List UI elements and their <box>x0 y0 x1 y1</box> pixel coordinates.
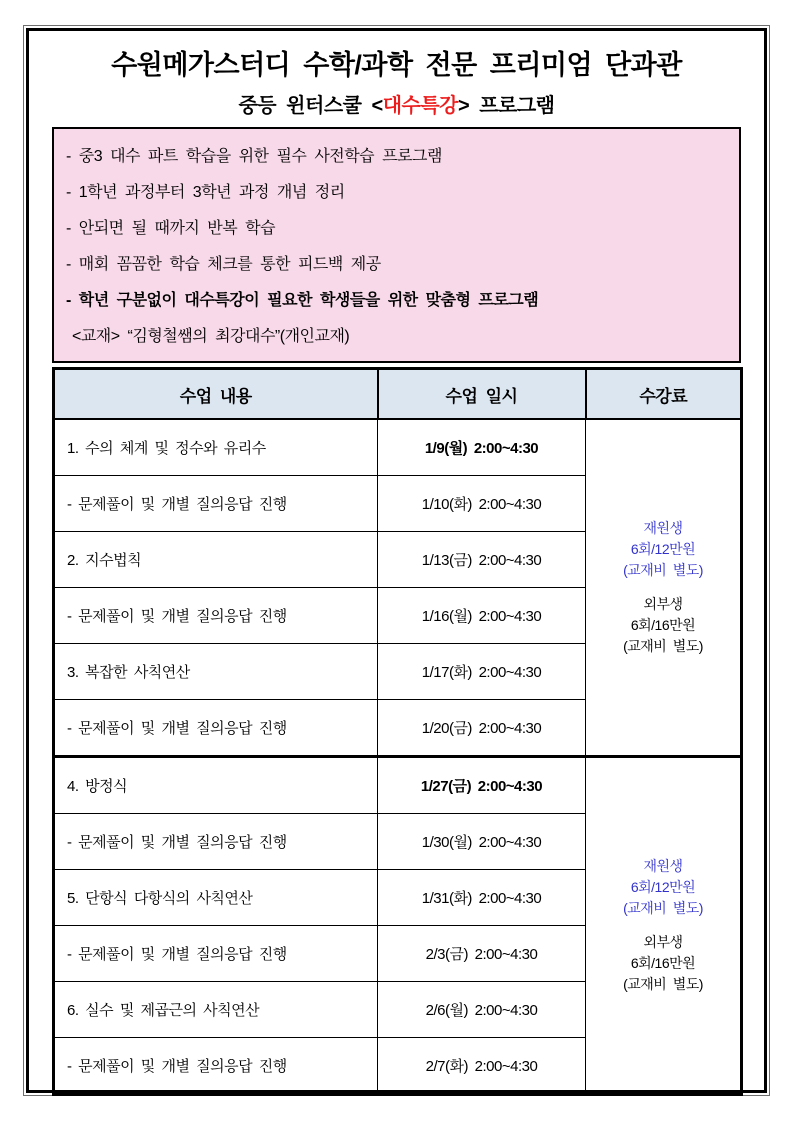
intro-line: - 안되면 될 때까지 반복 학습 <box>66 220 276 237</box>
lesson-datetime-cell: 1/17(화) 2:00~4:30 <box>378 644 586 700</box>
fee-enrolled <box>586 518 740 581</box>
fee-line: 6회/12만원 <box>630 541 696 557</box>
col-header-fee: 수강료 <box>586 369 742 420</box>
lesson-datetime-cell: 2/6(월) 2:00~4:30 <box>378 982 586 1038</box>
lesson-content-cell: - 문제풀이 및 개별 질의응답 진행 <box>54 926 378 982</box>
fee-line: 6회/12만원 <box>630 879 696 895</box>
lesson-content-cell: - 문제풀이 및 개별 질의응답 진행 <box>54 1038 378 1095</box>
inner-frame <box>26 28 767 1093</box>
fee-line: (교재비 별도) <box>623 976 703 992</box>
lesson-content-cell: 4. 방정식 <box>54 757 378 814</box>
subtitle-prefix: 중등 윈터스쿨 < <box>238 95 383 117</box>
lesson-content-cell: - 문제풀이 및 개별 질의응답 진행 <box>54 588 378 644</box>
lesson-content-cell: 5. 단항식 다항식의 사칙연산 <box>54 870 378 926</box>
schedule-row <box>54 757 742 814</box>
schedule-table <box>52 367 743 1096</box>
fee-cell <box>586 419 742 757</box>
page-subtitle <box>52 94 741 118</box>
intro-line: - 1학년 과정부터 3학년 과정 개념 정리 <box>66 184 345 201</box>
lesson-datetime-cell: 2/3(금) 2:00~4:30 <box>378 926 586 982</box>
page-title: 수원메가스터디 수학/과학 전문 프리미엄 단과관 <box>111 50 682 80</box>
lesson-datetime-cell: 1/10(화) 2:00~4:30 <box>378 476 586 532</box>
fee-line: (교재비 별도) <box>623 638 703 654</box>
lesson-content-cell: - 문제풀이 및 개별 질의응답 진행 <box>54 476 378 532</box>
lesson-content-cell: 2. 지수법칙 <box>54 532 378 588</box>
lesson-datetime-cell: 1/16(월) 2:00~4:30 <box>378 588 586 644</box>
col-header-lesson-content: 수업 내용 <box>54 369 378 420</box>
lesson-content-cell: - 문제풀이 및 개별 질의응답 진행 <box>54 814 378 870</box>
fee-enrolled <box>586 856 740 919</box>
schedule-header-row <box>54 369 742 420</box>
fee-external <box>586 594 740 657</box>
lesson-datetime-cell: 1/31(화) 2:00~4:30 <box>378 870 586 926</box>
lesson-datetime-cell: 1/20(금) 2:00~4:30 <box>378 700 586 757</box>
lesson-content-cell: - 문제풀이 및 개별 질의응답 진행 <box>54 700 378 757</box>
subtitle-highlight: 대수특강 <box>382 95 458 117</box>
schedule-row <box>54 419 742 476</box>
lesson-content-cell: 6. 실수 및 제곱근의 사칙연산 <box>54 982 378 1038</box>
intro-line: - 중3 대수 파트 학습을 위한 필수 사전학습 프로그램 <box>66 148 442 165</box>
fee-external <box>586 932 740 995</box>
lesson-datetime-cell: 1/30(월) 2:00~4:30 <box>378 814 586 870</box>
subtitle-suffix: > 프로그램 <box>457 95 555 117</box>
fee-line: 6회/16만원 <box>630 955 696 971</box>
intro-line: <교재> “김형철쌤의 최강대수”(개인교재) <box>72 328 350 345</box>
lesson-content-cell: 3. 복잡한 사칙연산 <box>54 644 378 700</box>
lesson-datetime-cell: 1/13(금) 2:00~4:30 <box>378 532 586 588</box>
fee-line: 재원생 <box>643 520 683 536</box>
fee-line: (교재비 별도) <box>623 562 703 578</box>
lesson-datetime-cell: 1/9(월) 2:00~4:30 <box>378 419 586 476</box>
fee-line: 재원생 <box>643 858 683 874</box>
intro-line: - 학년 구분없이 대수특강이 필요한 학생들을 위한 맞춤형 프로그램 <box>66 292 539 309</box>
lesson-datetime-cell: 1/27(금) 2:00~4:30 <box>378 757 586 814</box>
program-intro-box <box>52 127 741 363</box>
col-header-lesson-datetime: 수업 일시 <box>378 369 586 420</box>
lesson-content-cell: 1. 수의 체계 및 정수와 유리수 <box>54 419 378 476</box>
lesson-datetime-cell: 2/7(화) 2:00~4:30 <box>378 1038 586 1095</box>
fee-line: 외부생 <box>643 934 683 950</box>
fee-line: 외부생 <box>643 596 683 612</box>
intro-line: - 매회 꼼꼼한 학습 체크를 통한 피드백 제공 <box>66 256 381 273</box>
fee-cell <box>586 757 742 1095</box>
outer-frame <box>23 25 770 1096</box>
fee-line: 6회/16만원 <box>630 617 696 633</box>
fee-line: (교재비 별도) <box>623 900 703 916</box>
